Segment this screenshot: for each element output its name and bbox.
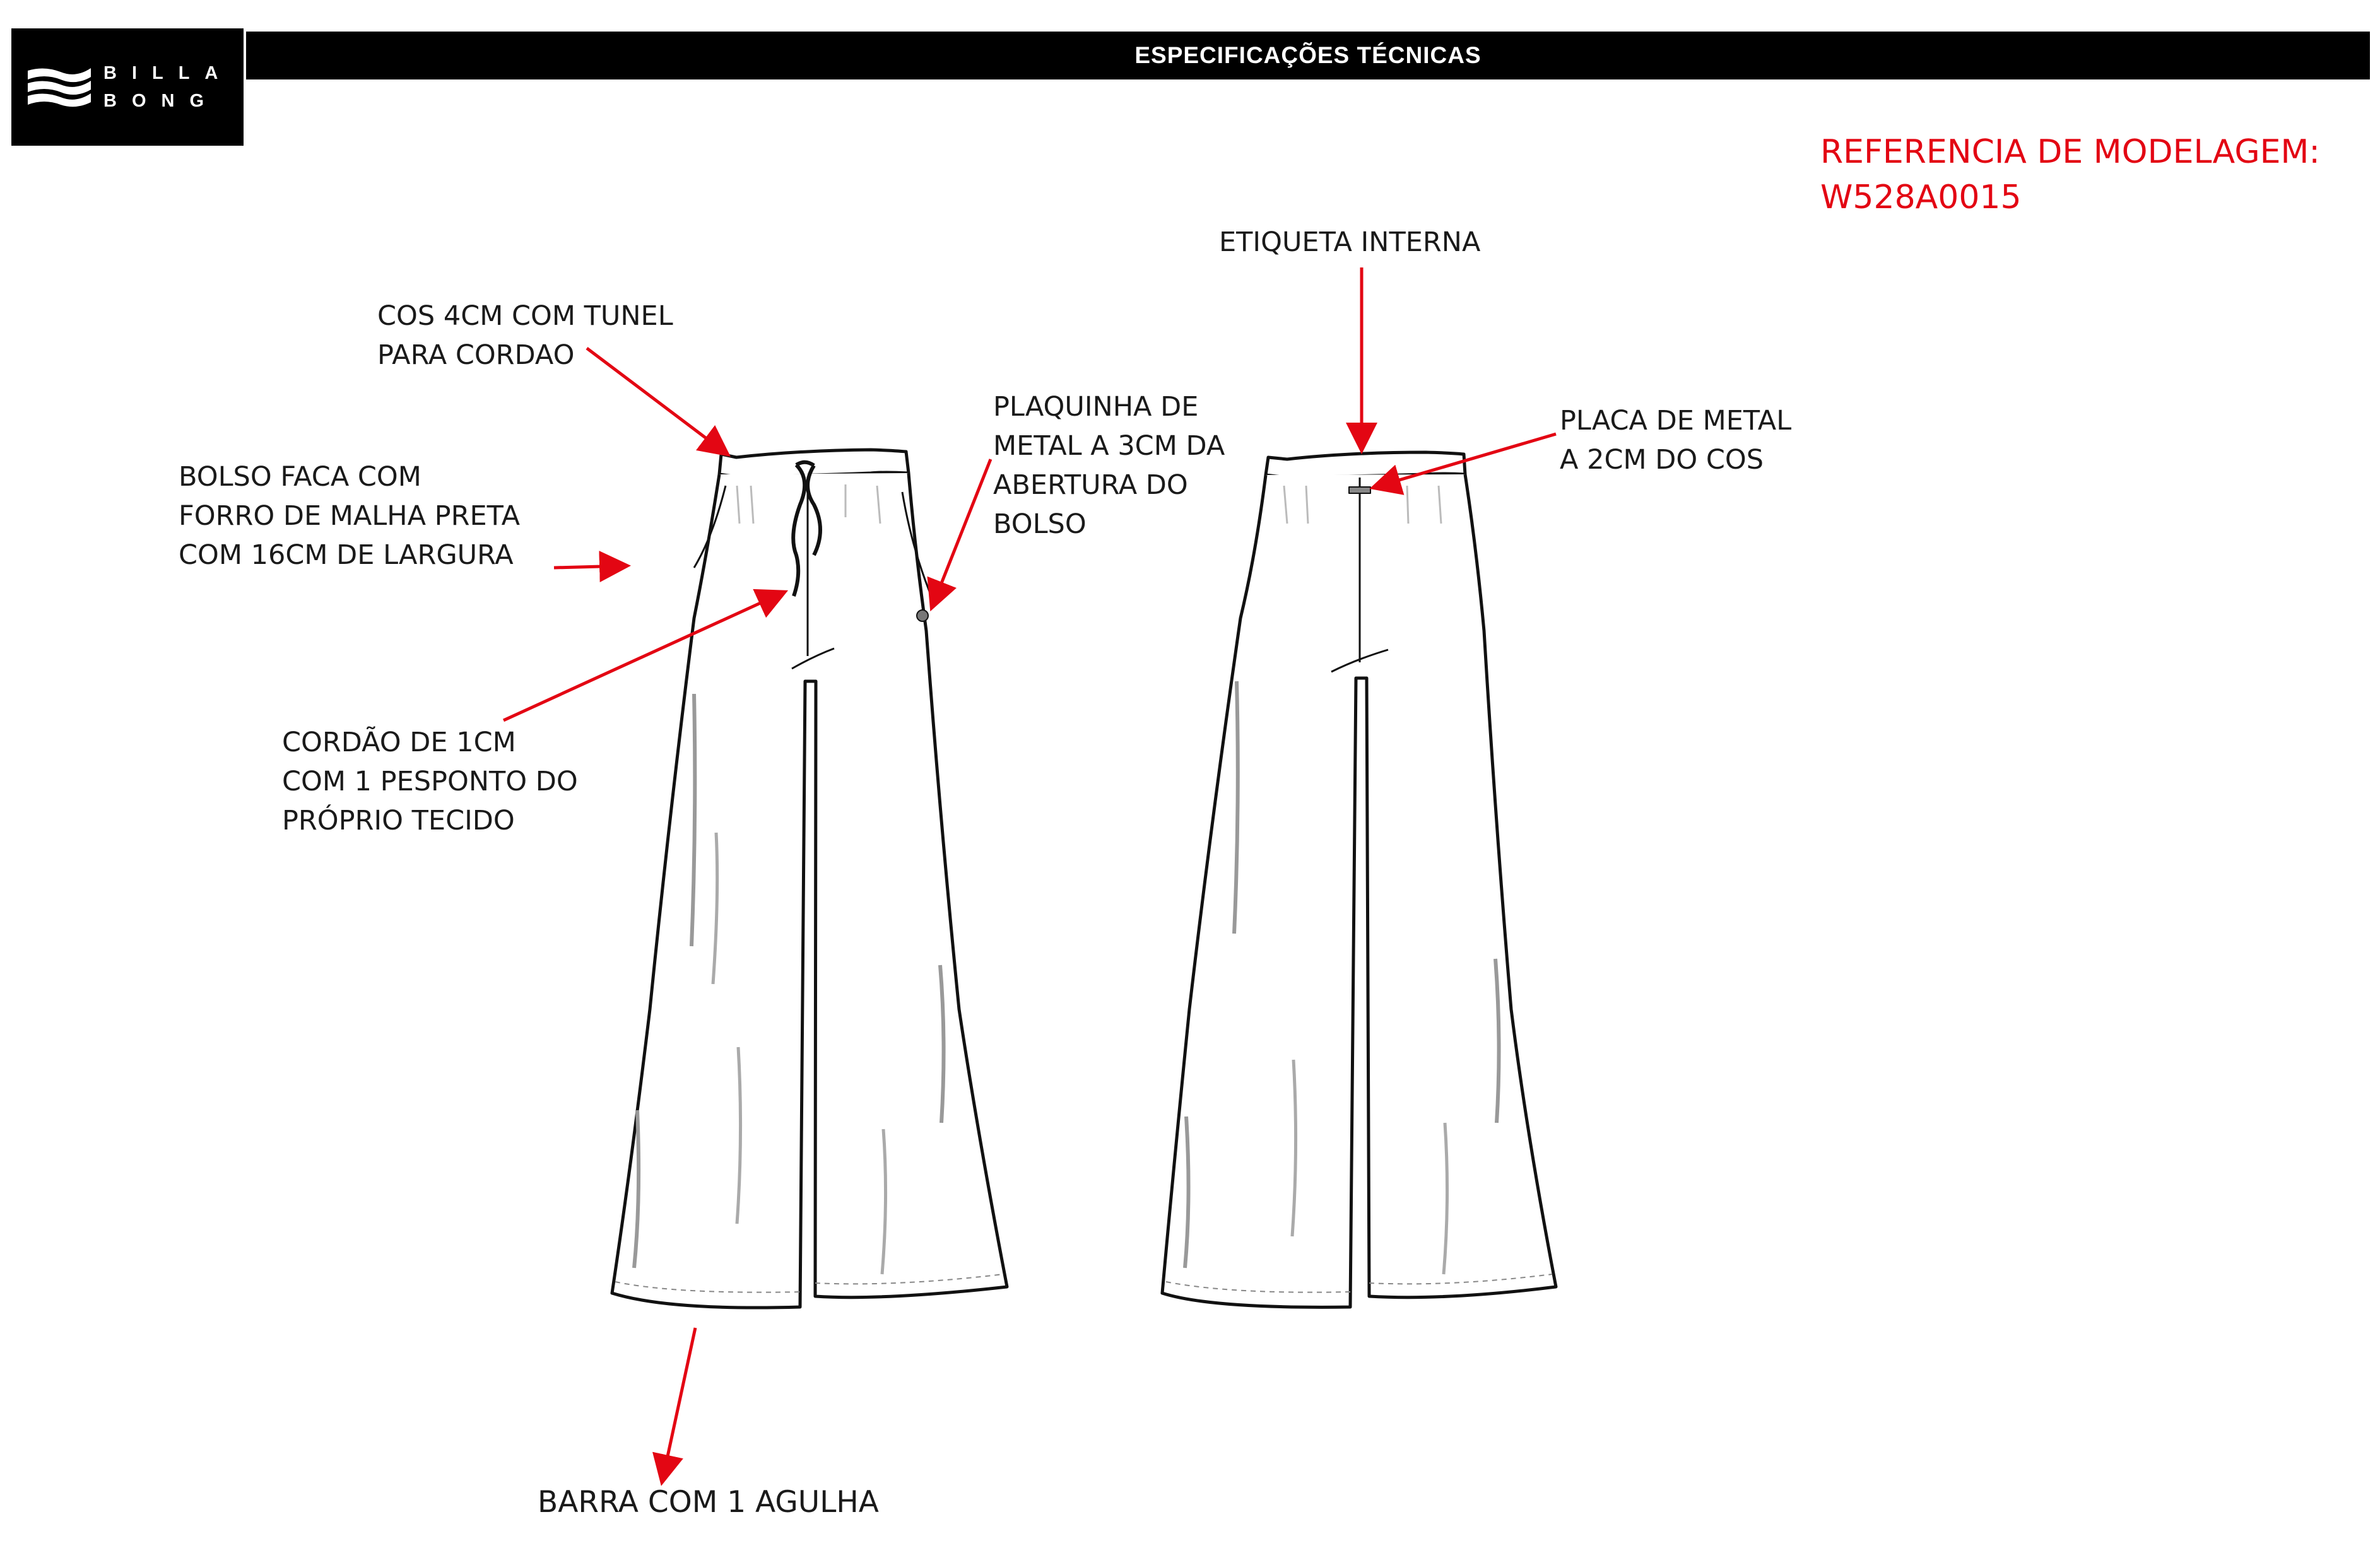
brand-line-2: BONG xyxy=(103,91,219,111)
pants-front-view xyxy=(612,450,1007,1308)
page-title: ESPECIFICAÇÕES TÉCNICAS xyxy=(246,32,2370,79)
arrow-metal-tag-front xyxy=(933,459,991,606)
reference-label: REFERENCIA DE MODELAGEM: xyxy=(1820,133,2320,171)
note-line: CORDÃO DE 1CM xyxy=(282,727,516,758)
brand-line-1: BILLA xyxy=(103,63,233,83)
front-metal-tag xyxy=(917,610,928,621)
note-line: COM 1 PESPONTO DO xyxy=(282,766,578,797)
note-line: BARRA COM 1 AGULHA xyxy=(538,1485,879,1520)
note-line: COM 16CM DE LARGURA xyxy=(179,539,514,571)
note-line: PRÓPRIO TECIDO xyxy=(282,805,515,836)
arrow-waistband xyxy=(587,348,726,453)
arrow-hem xyxy=(663,1328,695,1480)
note-line: A 2CM DO COS xyxy=(1560,444,1764,476)
note-line: BOLSO FACA COM xyxy=(179,461,421,493)
arrow-pocket xyxy=(554,566,625,568)
note-line: FORRO DE MALHA PRETA xyxy=(179,500,521,532)
front-body-outline xyxy=(612,473,1007,1308)
note-line: PARA CORDAO xyxy=(377,339,575,371)
note-line: PLAQUINHA DE xyxy=(993,391,1199,423)
note-line: METAL A 3CM DA xyxy=(993,430,1225,462)
note-line: ABERTURA DO xyxy=(993,469,1188,501)
back-metal-plate xyxy=(1349,487,1370,493)
note-line: COS 4CM COM TUNEL xyxy=(377,300,673,332)
back-waistband xyxy=(1266,452,1465,478)
note-line: PLACA DE METAL xyxy=(1560,405,1792,437)
pants-back-view xyxy=(1162,452,1556,1307)
note-line: ETIQUETA INTERNA xyxy=(1219,226,1481,258)
reference-code: W528A0015 xyxy=(1820,179,2022,216)
note-line: BOLSO xyxy=(993,508,1087,540)
